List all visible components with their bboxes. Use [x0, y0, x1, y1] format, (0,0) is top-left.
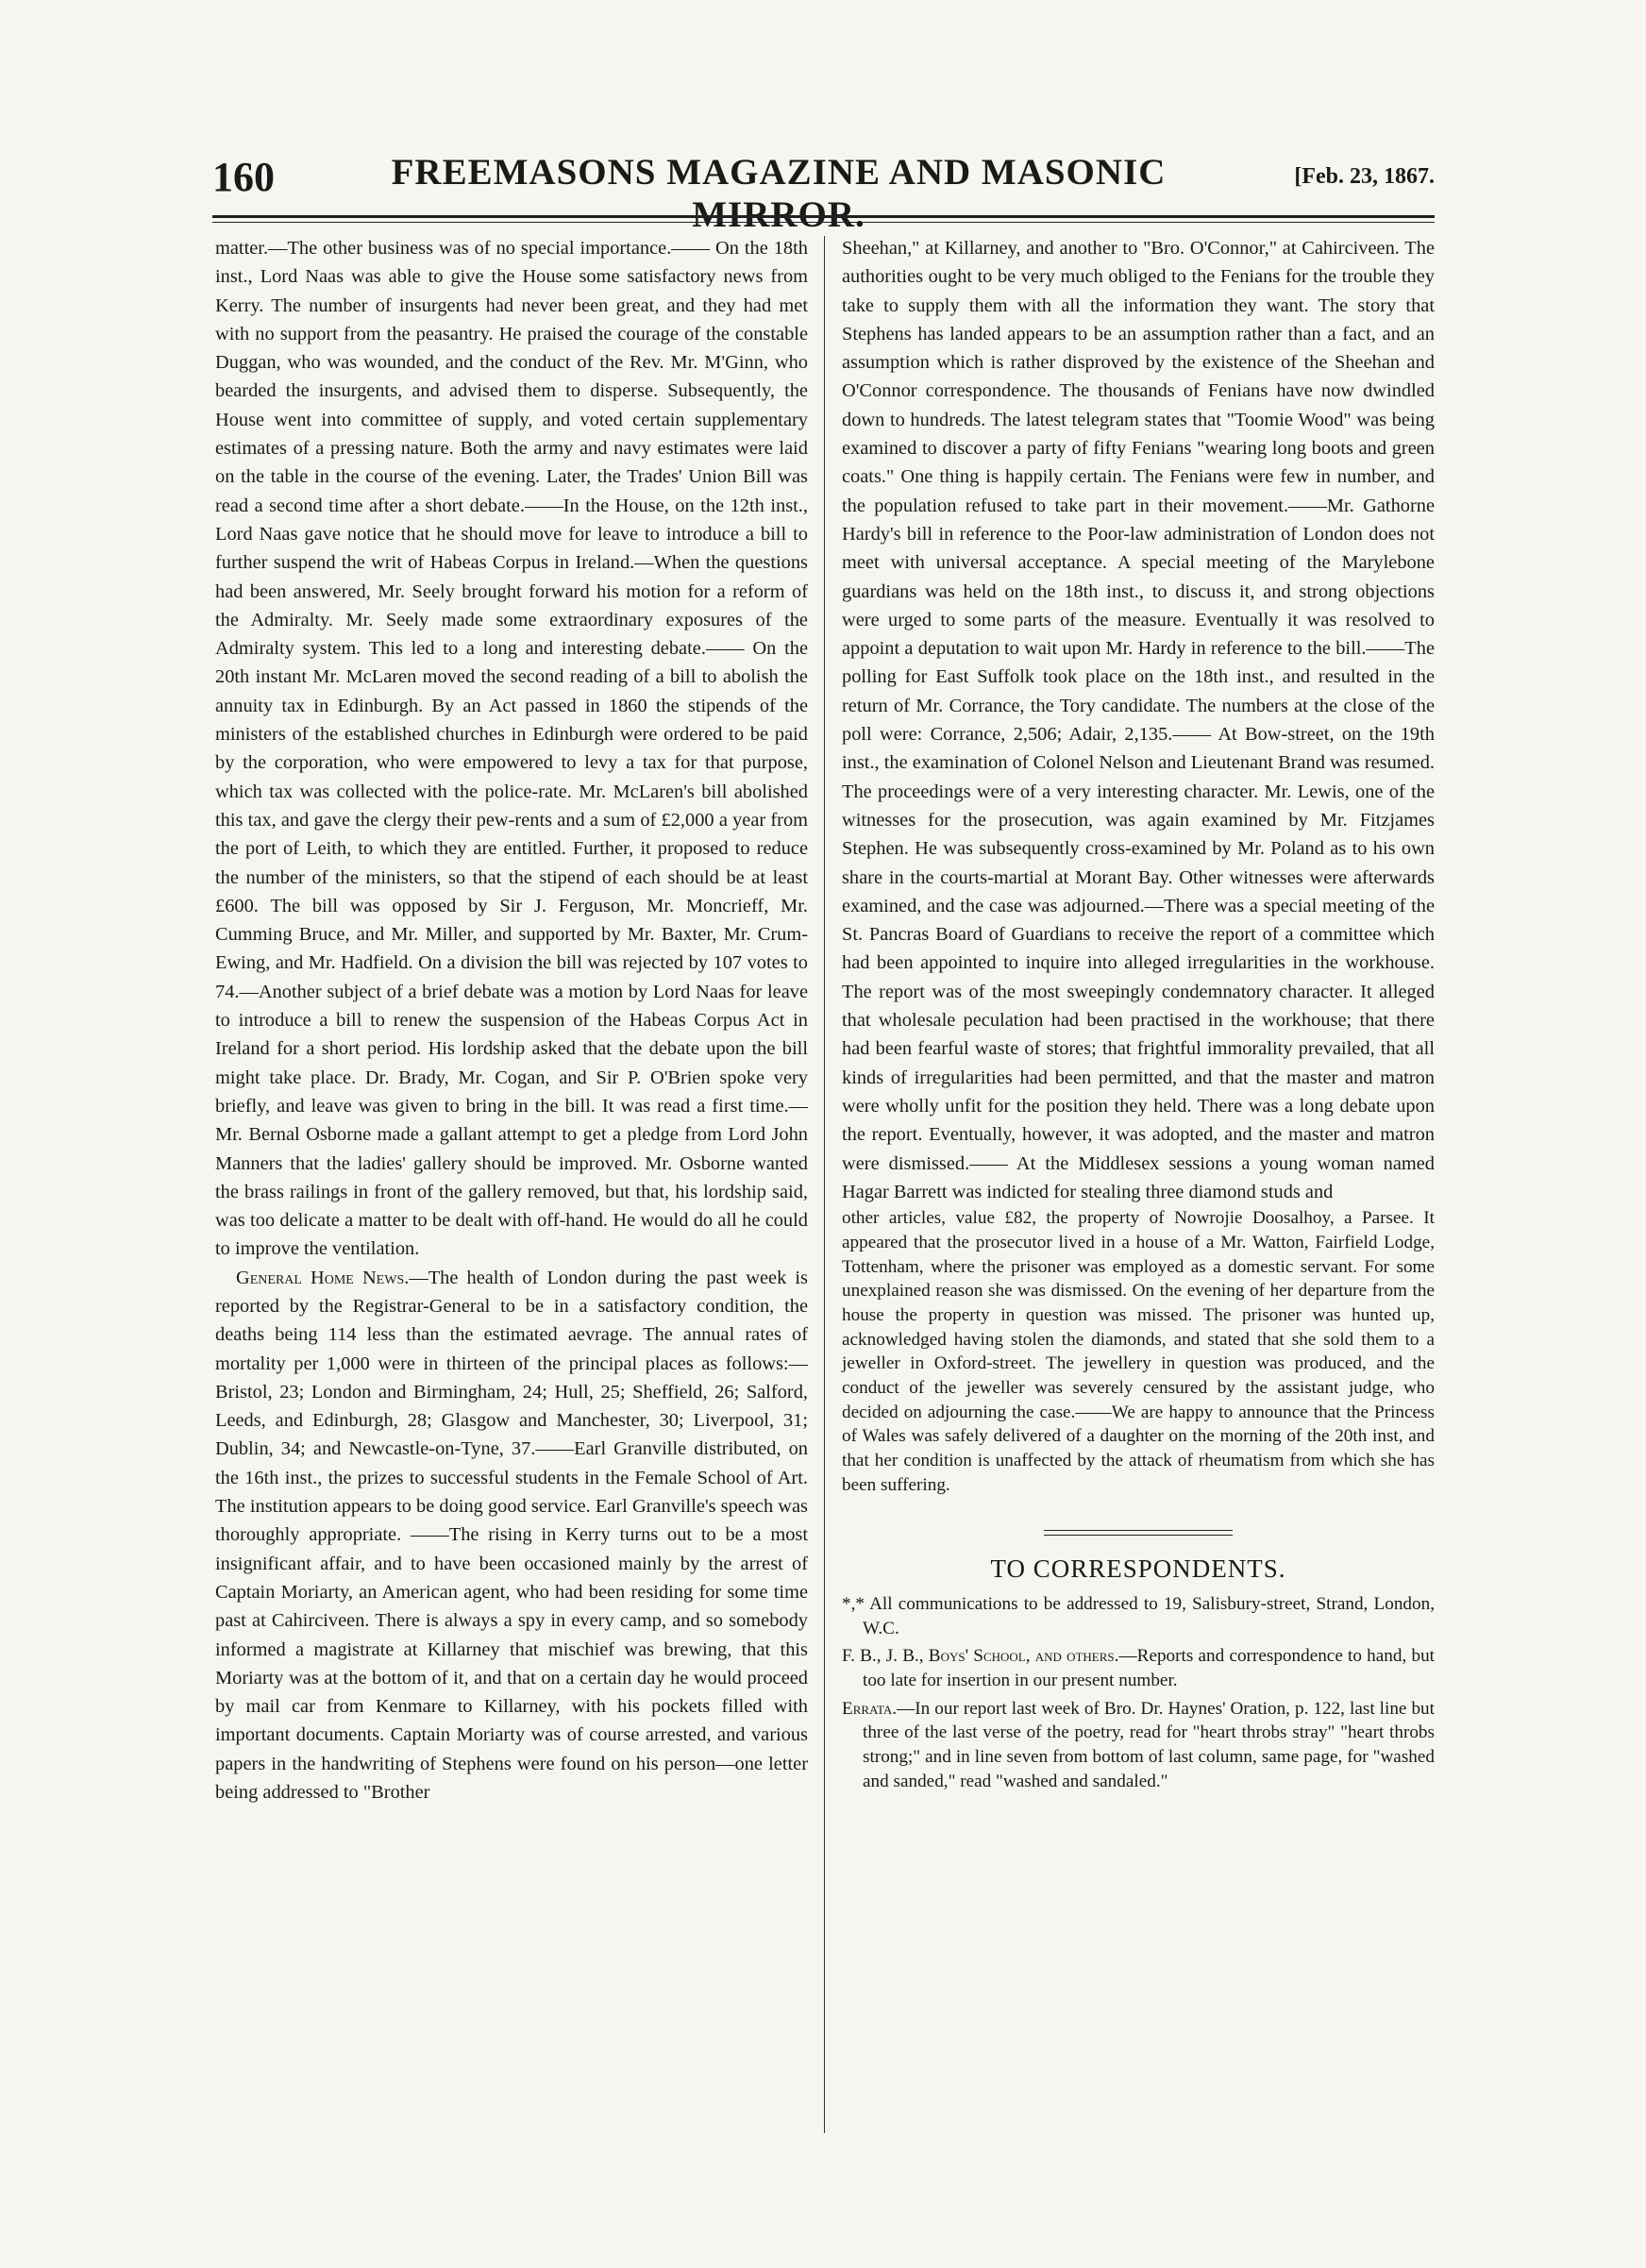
correspondents-item-errata-label: Errata. — [842, 1698, 898, 1719]
parliament-paragraph: matter.—The other business was of no special importance.—— On the 18th inst., Lord Naas was able to give the House some satisfactory news from Kerry. The number of insurgents had never been great, and they had met with no support from the peasantry. He praised the courage of the constable Duggan, who was wounded, and the conduct of the Rev. Mr. M'Ginn, who bearded the insurgents, and advised them to disperse. Subsequently, the House went into committee of supply, and voted certain supplementary estimates of a pressing nature. Both the army and navy estimates were laid on the table in the course of the evening. Later, the Trades' Union Bill was read a second time after a short debate.——In the House, on the 12th inst., Lord Naas gave notice that he should move for leave to introduce a bill to further suspend the writ of Habeas Corpus in Ireland.—When the questions had been answered, Mr. Seely brought forward his motion for a reform of the Admiralty. Mr. Seely made some extraordinary exposures of the Admiralty system. This led to a long and interesting debate.—— On the 20th instant Mr. McLaren moved the second reading of a bill to abolish the annuity tax in Edinburgh. By an Act passed in 1860 the stipends of the ministers of the established churches in Edinburgh were ordered to be paid by the corporation, who were empowered to levy a tax for that purpose, which tax was collected with the police-rate. Mr. McLaren's bill abolished this tax, and gave the clergy their pew-rents and a sum of £2,000 a year from the port of Leith, to which they are entitled. Further, it proposed to reduce the number of the ministers, so that the stipend of each should be at least £600. The bill was opposed by Sir J. Ferguson, Mr. Moncrieff, Mr. Cumming Bruce, and Mr. Miller, and supported by Mr. Baxter, Mr. Crum-Ewing, and Mr. Hadfield. On a division the bill was rejected by 107 votes to 74.—Another subject of a brief debate was a motion by Lord Naas for leave to introduce a bill to renew the suspension of the Habeas Corpus Act in Ireland for a short period. His lordship asked that the debate upon the bill might take place. Dr. Brady, Mr. Cogan, and Sir P. O'Brien spoke very briefly, and leave was given to bring in the bill. It was read a first time.— Mr. Bernal Osborne made a gallant attempt to get a pledge from Lord John Manners that the ladies' gallery should be improved. Mr. Osborne wanted the brass railings in front of the gallery removed, but that, his lordship said, was too delicate a matter to be dealt with off-hand. He would do all he could to improve the ventilation. — [215, 238, 808, 1260]
home-news-paragraph — [215, 1264, 808, 1807]
home-news-heading: General Home News. — [236, 1267, 410, 1288]
left-column — [215, 234, 808, 1806]
correspondents-item-reports — [842, 1644, 1435, 1692]
issue-date: [Feb. 23, 1867. — [1294, 164, 1435, 189]
middlesex-paragraph: other articles, value £82, the property of Nowrojie Doosalhoy, a Parsee. It appeared that the prosecutor lived in a house of a Mr. Watton, Fairfield Lodge, Tottenham, where the prisoner was employed as a domestic servant. For some unexplained reason she was dismissed. On the evening of her departure from the house the property in question was missed. The prisoner was hunted up, acknowledged having stolen the diamonds, and stated that she sold them to a jeweller in Oxford-street. The jewellery in question was produced, and the conduct of the jeweller was severely censured by the assistant judge, who decided on adjourning the case.——We are happy to announce that the Princess of Wales was safely delivered of a daughter on the morning of the 20th inst, and that her condition is unaffected by the attack of rheumatism from which she has been suffering. — [842, 1208, 1435, 1495]
correspondents-item-address: *,* All communications to be addressed to 19, Salisbury-street, Strand, London, W.C. — [842, 1593, 1435, 1638]
correspondents-item-reports-label: F. B., J. B., Boys' School, and others. — [842, 1646, 1119, 1667]
right-column — [842, 234, 1435, 1797]
page-number: 160 — [212, 154, 275, 200]
fenian-paragraph: Sheehan," at Killarney, and another to "Bro. O'Connor," at Cahirciveen. The authorities ought to be very much obliged to the Fenians for the trouble they take to supply them with all the information they want. The story that Stephens has landed appears to be an assumption rather than a fact, and an assumption which is rather disproved by the existence of the Sheehan and O'Connor correspondence. The thousands of Fenians have now dwindled down to hundreds. The latest telegram states that "Toomie Wood" was being examined to discover a party of fifty Fenians "wearing long boots and green coats." One thing is happily certain. The Fenians were few in number, and the population refused to take part in their movement.——Mr. Gathorne Hardy's bill in reference to the Poor-law administration of London does not meet with universal acceptance. A special meeting of the Marylebone guardians was held on the 18th inst., to discuss it, and strong objections were urged to some parts of the measure. Eventually it was resolved to appoint a deputation to wait upon Mr. Hardy in reference to the bill.——The polling for East Suffolk took place on the 18th inst., and resulted in the return of Mr. Corrance, the Tory candidate. The numbers at the close of the poll were: Corrance, 2,506; Adair, 2,135.—— At Bow-street, on the 19th inst., the examination of Colonel Nelson and Lieutenant Brand was resumed. The proceedings were of a very interesting character. Mr. Lewis, one of the witnesses for the prosecution, was again examined by Mr. Fitzjames Stephen. He was subsequently cross-examined by Mr. Poland as to his own share in the courts-martial at Morant Bay. Other witnesses were afterwards examined, and the case was adjourned.—There was a special meeting of the St. Pancras Board of Guardians to receive the report of a committee which had been appointed to inquire into alleged irregularities in the workhouse. The report was of the most sweepingly condemnatory character. It alleged that wholesale peculation had been practised in the workhouse; that there had been fearful waste of stores; that frightful immorality prevailed, that all kinds of irregularities had been permitted, and that the master and matron were wholly unfit for the position they held. There was a long debate upon the report. Eventually, however, it was adopted, and the master and matron were dismissed.—— At the Middlesex sessions a young woman named Hagar Barrett was indicted for stealing three diamond studs and — [842, 238, 1435, 1202]
correspondents-item-errata-body: —In our report last week of Bro. Dr. Haynes' Oration, p. 122, last line but three of the last verse of the poetry, read for "heart throbs stray" "heart throbs strong;" and in line seven from bottom of last column, same page, for "washed and sanded," read "washed and sandaled." — [863, 1698, 1435, 1791]
column-divider — [824, 236, 825, 2133]
header-rule — [212, 215, 1435, 218]
correspondents-item-reports-body: —Reports and correspondence to hand, but too late for insertion in our present number. — [863, 1646, 1435, 1690]
page-header — [212, 151, 1435, 235]
home-news-body: —The health of London during the past week is reported by the Registrar-General to be in a satisfactory condition, the deaths being 114 less than the estimated aevrage. The annual rates of mortality per 1,000 were in thirteen of the principal places as follows:—Bristol, 23; London and Birmingham, 24; Hull, 25; Sheffield, 26; Salford, Leeds, and Edinburgh, 28; Glasgow and Manchester, 30; Liverpool, 31; Dublin, 34; and Newcastle-on-Tyne, 37.——Earl Granville distributed, on the 16th inst., the prizes to successful students in the Female School of Art. The institution appears to be doing good service. Earl Granville's speech was thoroughly appropriate. ——The rising in Kerry turns out to be a most insignificant affair, and to have been occasioned mainly by the arrest of Captain Moriarty, an American agent, who had been residing for some time past at Cahirciveen. There is always a spy in every camp, and so somebody informed a magistrate at Killarney that mischief was brewing, that this Moriarty was at the bottom of it, and that on a certain day he would proceed by mail car from Kenmare to Killarney, with his pockets filled with important documents. Captain Moriarty was of course arrested, and various papers in the handwriting of Stephens were found on his person—one letter being addressed to "Brother — [215, 1267, 808, 1804]
header-rule-thin — [212, 222, 1435, 223]
correspondents-title: TO CORRESPONDENTS. — [990, 1554, 1286, 1583]
correspondents-item-errata — [842, 1697, 1435, 1794]
section-divider — [1044, 1530, 1233, 1536]
masthead-title: FREEMASONS MAGAZINE AND MASONIC MIRROR. — [391, 152, 1167, 235]
